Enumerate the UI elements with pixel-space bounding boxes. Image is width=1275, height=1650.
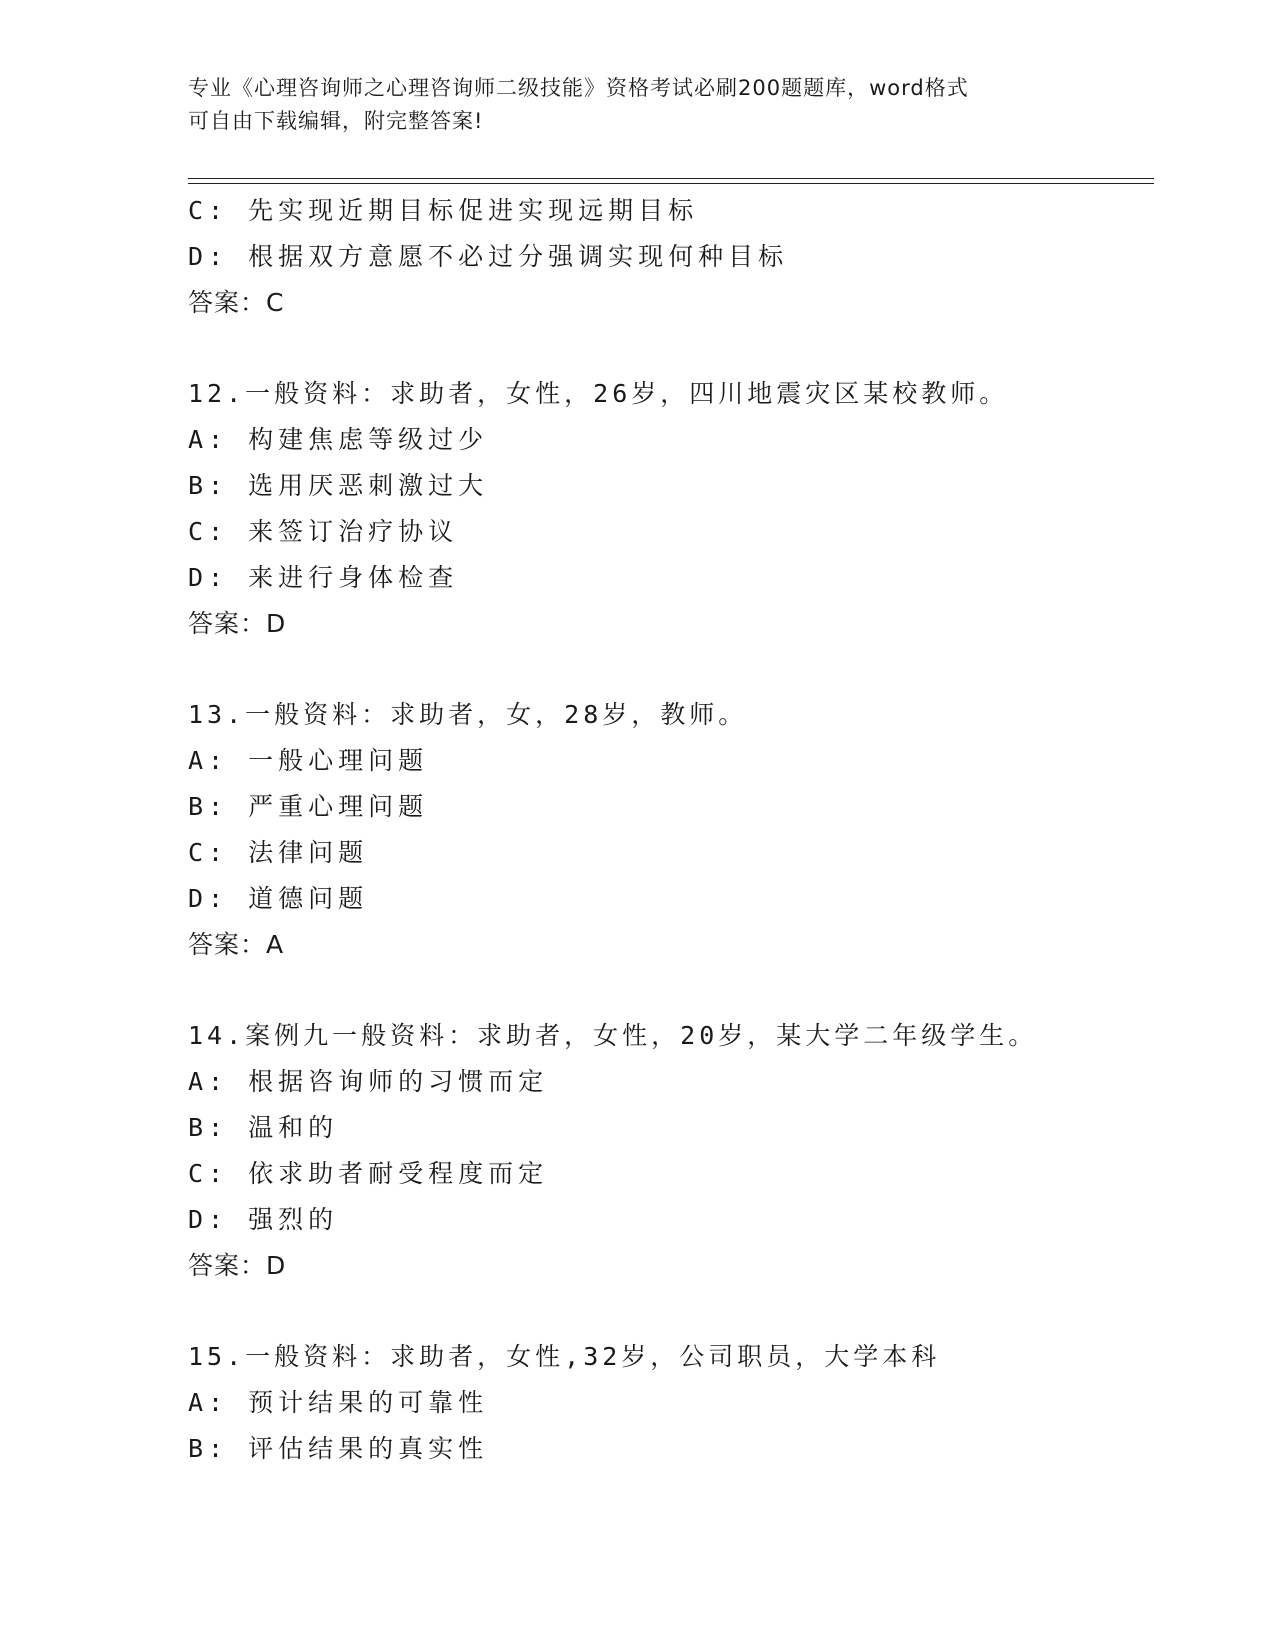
option-a: A: 预计结果的可靠性: [188, 1388, 489, 1417]
question-stem: 13.一般资料：求助者，女，28岁，教师。: [188, 700, 748, 729]
header-line-1: 专业《心理咨询师之心理咨询师二级技能》资格考试必刷200题题库，word格式: [188, 76, 969, 100]
spacer: [188, 326, 1148, 371]
question-13: [188, 692, 1148, 968]
header-line-2: 可自由下载编辑，附完整答案!: [188, 109, 484, 133]
spacer: [188, 647, 1148, 692]
option-d: D: 强烈的: [188, 1205, 339, 1234]
question-stem: 12.一般资料：求助者，女性，26岁，四川地震灾区某校教师。: [188, 379, 1009, 408]
header-rule-bottom: [188, 183, 1154, 184]
option-c: C: 来签订治疗协议: [188, 517, 459, 546]
option-d: D: 来进行身体检查: [188, 563, 459, 592]
page-header: [188, 72, 1088, 138]
option-a: A: 根据咨询师的习惯而定: [188, 1067, 549, 1096]
answer: 答案：A: [188, 930, 285, 959]
option-c: C: 先实现近期目标促进实现远期目标: [188, 196, 699, 225]
question-list: [188, 188, 1148, 1472]
header-rule-top: [188, 178, 1154, 179]
option-d: D: 根据双方意愿不必过分强调实现何种目标: [188, 242, 789, 271]
spacer: [188, 968, 1148, 1013]
question-stem: 15.一般资料：求助者，女性,32岁，公司职员，大学本科: [188, 1342, 941, 1371]
question-12: [188, 371, 1148, 647]
answer: 答案：D: [188, 1251, 287, 1280]
option-b: B: 评估结果的真实性: [188, 1434, 489, 1463]
question-15: [188, 1334, 1148, 1472]
option-b: B: 温和的: [188, 1113, 339, 1142]
answer: 答案：C: [188, 288, 285, 317]
option-a: A: 一般心理问题: [188, 746, 429, 775]
question-continued: [188, 188, 1148, 326]
question-14: [188, 1013, 1148, 1289]
option-b: B: 选用厌恶刺激过大: [188, 471, 489, 500]
option-b: B: 严重心理问题: [188, 792, 429, 821]
option-c: C: 依求助者耐受程度而定: [188, 1159, 549, 1188]
option-c: C: 法律问题: [188, 838, 369, 867]
option-d: D: 道德问题: [188, 884, 369, 913]
question-stem: 14.案例九一般资料：求助者，女性，20岁，某大学二年级学生。: [188, 1021, 1038, 1050]
answer: 答案：D: [188, 609, 287, 638]
option-a: A: 构建焦虑等级过少: [188, 425, 489, 454]
spacer: [188, 1289, 1148, 1334]
